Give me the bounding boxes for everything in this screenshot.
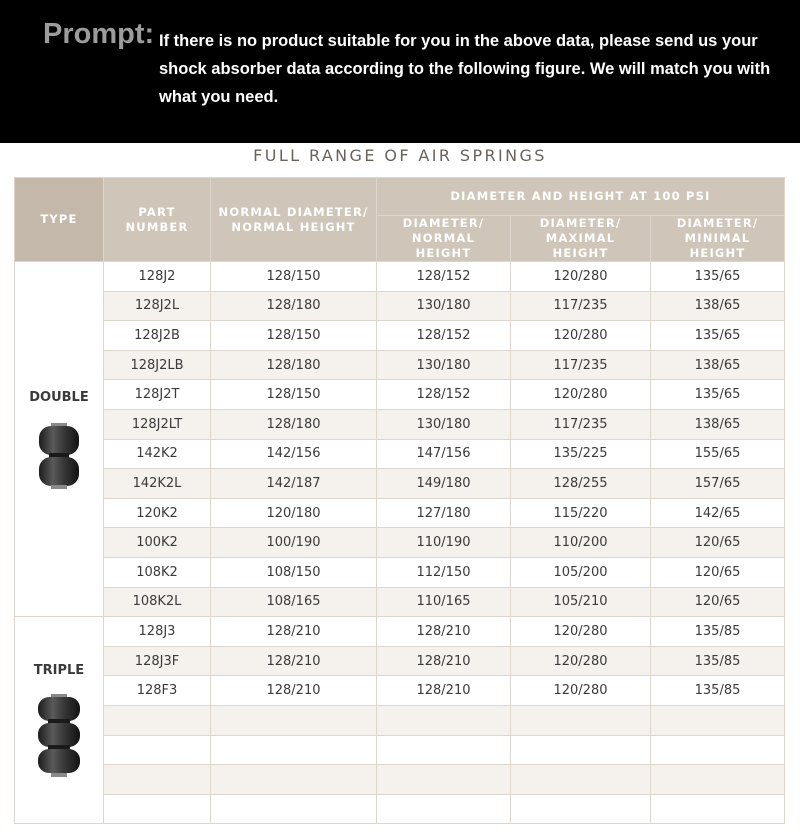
normal-diameter-height-cell — [211, 705, 377, 735]
part-number-cell — [104, 735, 211, 765]
part-number-cell: 142K2L — [104, 469, 211, 499]
part-number-cell: 128J2L — [104, 291, 211, 321]
part-number-cell: 128J3F — [104, 646, 211, 676]
diameter-minimal-height-cell: 120/65 — [651, 557, 785, 587]
part-number-cell — [104, 705, 211, 735]
diameter-normal-height-cell: 130/180 — [377, 291, 511, 321]
diameter-minimal-height-cell: 135/85 — [651, 676, 785, 706]
diameter-maximal-height-cell: 120/280 — [511, 646, 651, 676]
header-part-number — [104, 178, 211, 262]
diameter-normal-height-cell — [377, 765, 511, 795]
table-row — [15, 676, 785, 706]
diameter-normal-height-cell — [377, 794, 511, 824]
prompt-banner — [0, 0, 800, 143]
normal-diameter-height-cell: 128/150 — [211, 380, 377, 410]
table-row — [15, 498, 785, 528]
diameter-maximal-height-cell: 117/235 — [511, 291, 651, 321]
normal-diameter-height-cell — [211, 735, 377, 765]
diameter-minimal-height-cell — [651, 794, 785, 824]
diameter-minimal-height-cell: 120/65 — [651, 528, 785, 558]
diameter-maximal-height-cell: 120/280 — [511, 321, 651, 351]
header-diameter-minimal — [651, 216, 785, 262]
diameter-normal-height-cell: 128/210 — [377, 617, 511, 647]
diameter-maximal-height-cell — [511, 705, 651, 735]
diameter-maximal-height-cell: 120/280 — [511, 380, 651, 410]
header-normal-diameter — [211, 178, 377, 262]
normal-diameter-height-cell: 142/156 — [211, 439, 377, 469]
table-row — [15, 765, 785, 795]
normal-diameter-height-cell: 128/180 — [211, 409, 377, 439]
normal-diameter-height-cell: 128/180 — [211, 350, 377, 380]
normal-diameter-height-cell — [211, 794, 377, 824]
normal-diameter-height-cell: 128/180 — [211, 291, 377, 321]
type-triple — [15, 663, 103, 778]
table-row — [15, 528, 785, 558]
diameter-maximal-height-cell: 128/255 — [511, 469, 651, 499]
part-number-cell: 128J2LB — [104, 350, 211, 380]
diameter-maximal-height-cell: 120/280 — [511, 676, 651, 706]
table-row — [15, 321, 785, 351]
diameter-minimal-height-cell: 138/65 — [651, 409, 785, 439]
normal-diameter-height-cell: 128/210 — [211, 617, 377, 647]
part-number-cell: 100K2 — [104, 528, 211, 558]
diameter-minimal-height-cell: 135/85 — [651, 646, 785, 676]
header-normal-diameter-text: NORMAL DIAMETER/ NORMAL HEIGHT — [218, 204, 369, 234]
diameter-minimal-height-cell: 157/65 — [651, 469, 785, 499]
type-label-double: DOUBLE — [29, 389, 89, 405]
header-diameter-maximal — [511, 216, 651, 262]
table-row — [15, 705, 785, 735]
diameter-normal-height-cell: 128/152 — [377, 380, 511, 410]
diameter-normal-height-cell: 127/180 — [377, 498, 511, 528]
header-diameter-normal — [377, 216, 511, 262]
table-row — [15, 794, 785, 824]
diameter-minimal-height-cell: 138/65 — [651, 291, 785, 321]
triple-bellows-icon — [36, 694, 82, 778]
table-row — [15, 350, 785, 380]
part-number-cell: 108K2 — [104, 557, 211, 587]
normal-diameter-height-cell: 100/190 — [211, 528, 377, 558]
type-double — [15, 390, 103, 489]
diameter-normal-height-cell — [377, 705, 511, 735]
diameter-minimal-height-cell — [651, 705, 785, 735]
diameter-normal-height-cell: 128/152 — [377, 262, 511, 292]
diameter-minimal-height-cell: 135/65 — [651, 262, 785, 292]
diameter-normal-height-cell: 110/190 — [377, 528, 511, 558]
table-row — [15, 291, 785, 321]
air-springs-table — [14, 177, 785, 824]
part-number-cell: 128J2 — [104, 262, 211, 292]
header-part-number-text: PART NUMBER — [125, 204, 189, 234]
table-row — [15, 557, 785, 587]
part-number-cell: 108K2L — [104, 587, 211, 617]
diameter-minimal-height-cell — [651, 735, 785, 765]
normal-diameter-height-cell: 108/165 — [211, 587, 377, 617]
part-number-cell: 128J2LT — [104, 409, 211, 439]
diameter-minimal-height-cell — [651, 765, 785, 795]
diameter-normal-height-cell: 130/180 — [377, 409, 511, 439]
diameter-normal-height-cell: 128/152 — [377, 321, 511, 351]
diameter-maximal-height-cell: 117/235 — [511, 350, 651, 380]
diameter-normal-height-cell: 128/210 — [377, 646, 511, 676]
normal-diameter-height-cell: 128/150 — [211, 262, 377, 292]
header-group-100psi: DIAMETER AND HEIGHT AT 100 PSI — [377, 178, 785, 216]
normal-diameter-height-cell: 128/210 — [211, 646, 377, 676]
table-row — [15, 380, 785, 410]
diameter-minimal-height-cell: 142/65 — [651, 498, 785, 528]
diameter-minimal-height-cell: 135/65 — [651, 380, 785, 410]
diameter-maximal-height-cell — [511, 765, 651, 795]
table-row — [15, 439, 785, 469]
diameter-maximal-height-cell: 120/280 — [511, 262, 651, 292]
type-cell-triple — [15, 617, 104, 824]
diameter-normal-height-cell: 128/210 — [377, 676, 511, 706]
part-number-cell: 128J2T — [104, 380, 211, 410]
normal-diameter-height-cell: 128/210 — [211, 676, 377, 706]
part-number-cell: 128J3 — [104, 617, 211, 647]
table-row — [15, 735, 785, 765]
normal-diameter-height-cell — [211, 765, 377, 795]
prompt-text: If there is no product suitable for you in the above data, please send us your shock absorber data according to the following figure. We will match you with what you need. — [159, 32, 771, 106]
header-diameter-minimal-text: DIAMETER/ MINIMAL HEIGHT — [676, 216, 759, 260]
header-type: TYPE — [15, 178, 104, 262]
part-number-cell: 128J2B — [104, 321, 211, 351]
diameter-minimal-height-cell: 120/65 — [651, 587, 785, 617]
table-row — [15, 262, 785, 292]
normal-diameter-height-cell: 128/150 — [211, 321, 377, 351]
diameter-normal-height-cell: 130/180 — [377, 350, 511, 380]
table-row — [15, 469, 785, 499]
diameter-minimal-height-cell: 135/85 — [651, 617, 785, 647]
diameter-minimal-height-cell: 138/65 — [651, 350, 785, 380]
header-diameter-maximal-text: DIAMETER/ MAXIMAL HEIGHT — [539, 216, 622, 260]
diameter-maximal-height-cell — [511, 735, 651, 765]
table-row — [15, 646, 785, 676]
diameter-maximal-height-cell: 117/235 — [511, 409, 651, 439]
table-row — [15, 617, 785, 647]
diameter-normal-height-cell: 110/165 — [377, 587, 511, 617]
diameter-maximal-height-cell — [511, 794, 651, 824]
part-number-cell: 120K2 — [104, 498, 211, 528]
normal-diameter-height-cell: 142/187 — [211, 469, 377, 499]
type-cell-double — [15, 262, 104, 617]
part-number-cell: 142K2 — [104, 439, 211, 469]
page-title: FULL RANGE OF AIR SPRINGS — [253, 146, 547, 165]
diameter-normal-height-cell — [377, 735, 511, 765]
part-number-cell — [104, 765, 211, 795]
diameter-maximal-height-cell: 105/200 — [511, 557, 651, 587]
diameter-normal-height-cell: 149/180 — [377, 469, 511, 499]
diameter-minimal-height-cell: 135/65 — [651, 321, 785, 351]
table-row — [15, 409, 785, 439]
double-bellows-icon — [37, 423, 81, 489]
prompt-label: Prompt: — [43, 18, 155, 50]
part-number-cell: 128F3 — [104, 676, 211, 706]
diameter-maximal-height-cell: 105/210 — [511, 587, 651, 617]
type-label-triple: TRIPLE — [33, 662, 85, 678]
table-body — [15, 262, 785, 824]
diameter-maximal-height-cell: 110/200 — [511, 528, 651, 558]
diameter-normal-height-cell: 147/156 — [377, 439, 511, 469]
normal-diameter-height-cell: 108/150 — [211, 557, 377, 587]
normal-diameter-height-cell: 120/180 — [211, 498, 377, 528]
diameter-maximal-height-cell: 135/225 — [511, 439, 651, 469]
diameter-normal-height-cell: 112/150 — [377, 557, 511, 587]
header-diameter-normal-text: DIAMETER/ NORMAL HEIGHT — [402, 216, 485, 260]
diameter-minimal-height-cell: 155/65 — [651, 439, 785, 469]
table-row — [15, 587, 785, 617]
part-number-cell — [104, 794, 211, 824]
diameter-maximal-height-cell: 115/220 — [511, 498, 651, 528]
diameter-maximal-height-cell: 120/280 — [511, 617, 651, 647]
